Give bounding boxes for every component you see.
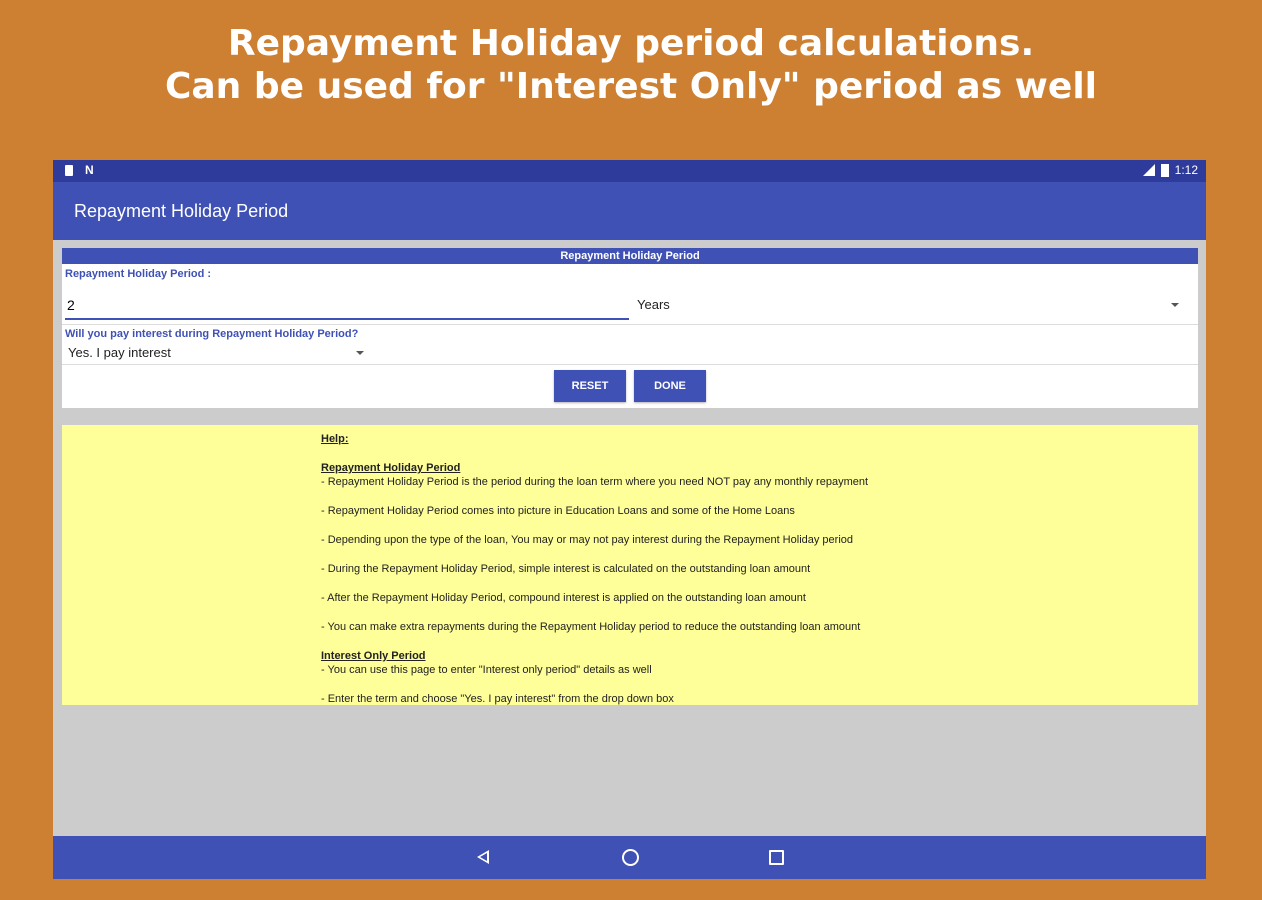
status-time: 1:12 [1174,163,1198,177]
repayment-holiday-form [62,248,1198,408]
banner-line-1: Repayment Holiday period calculations. [227,23,1035,64]
help-section-title: Repayment Holiday Period [321,462,461,474]
promo-banner [0,22,1262,108]
reset-button[interactable]: RESET [554,370,626,402]
chevron-down-icon [1171,303,1179,307]
interest-label: Will you pay interest during Repayment Holiday Period? [65,328,359,340]
back-icon[interactable] [477,850,489,864]
n-notification-icon: N [85,163,94,177]
help-line: - Repayment Holiday Period is the period during the loan term where you need NOT pay any monthly repayment [321,476,869,488]
help-panel [62,425,1198,705]
help-line: - After the Repayment Holiday Period, compound interest is applied on the outstanding loan amount [321,592,806,604]
navigation-bar [53,836,1206,879]
tablet-screen [53,160,1206,879]
period-label: Repayment Holiday Period : [65,268,212,280]
interest-select[interactable] [68,345,368,363]
period-input[interactable] [65,292,629,320]
help-line: - Enter the term and choose "Yes. I pay interest" from the drop down box [321,693,674,705]
help-line: - You can use this page to enter "Interest only period" details as well [321,664,652,676]
recent-apps-icon[interactable] [769,850,784,865]
help-line: - During the Repayment Holiday Period, simple interest is calculated on the outstanding loan amount [321,563,811,575]
divider [62,324,1198,325]
help-line: - Repayment Holiday Period comes into picture in Education Loans and some of the Home Loans [321,505,795,517]
interest-select-value: Yes. I pay interest [68,345,171,360]
help-title: Help: [321,433,349,445]
help-section-title: Interest Only Period [321,650,426,662]
app-title: Repayment Holiday Period [74,201,289,221]
unit-select[interactable] [637,297,1185,317]
done-button[interactable]: DONE [634,370,706,402]
battery-icon [1161,164,1169,177]
home-icon[interactable] [622,849,639,866]
app-bar [53,182,1206,240]
help-line: - You can make extra repayments during the Repayment Holiday period to reduce the outstanding loan amount [321,621,861,633]
banner-line-2: Can be used for "Interest Only" period as well [164,66,1098,107]
sim-card-icon [65,165,73,176]
help-line: - Depending upon the type of the loan, You may or may not pay interest during the Repayment Holiday period [321,534,854,546]
status-bar [53,160,1206,182]
divider [62,364,1198,365]
form-header: Repayment Holiday Period [62,248,1198,264]
unit-select-value: Years [637,297,670,312]
signal-icon [1143,164,1155,176]
chevron-down-icon [356,351,364,355]
